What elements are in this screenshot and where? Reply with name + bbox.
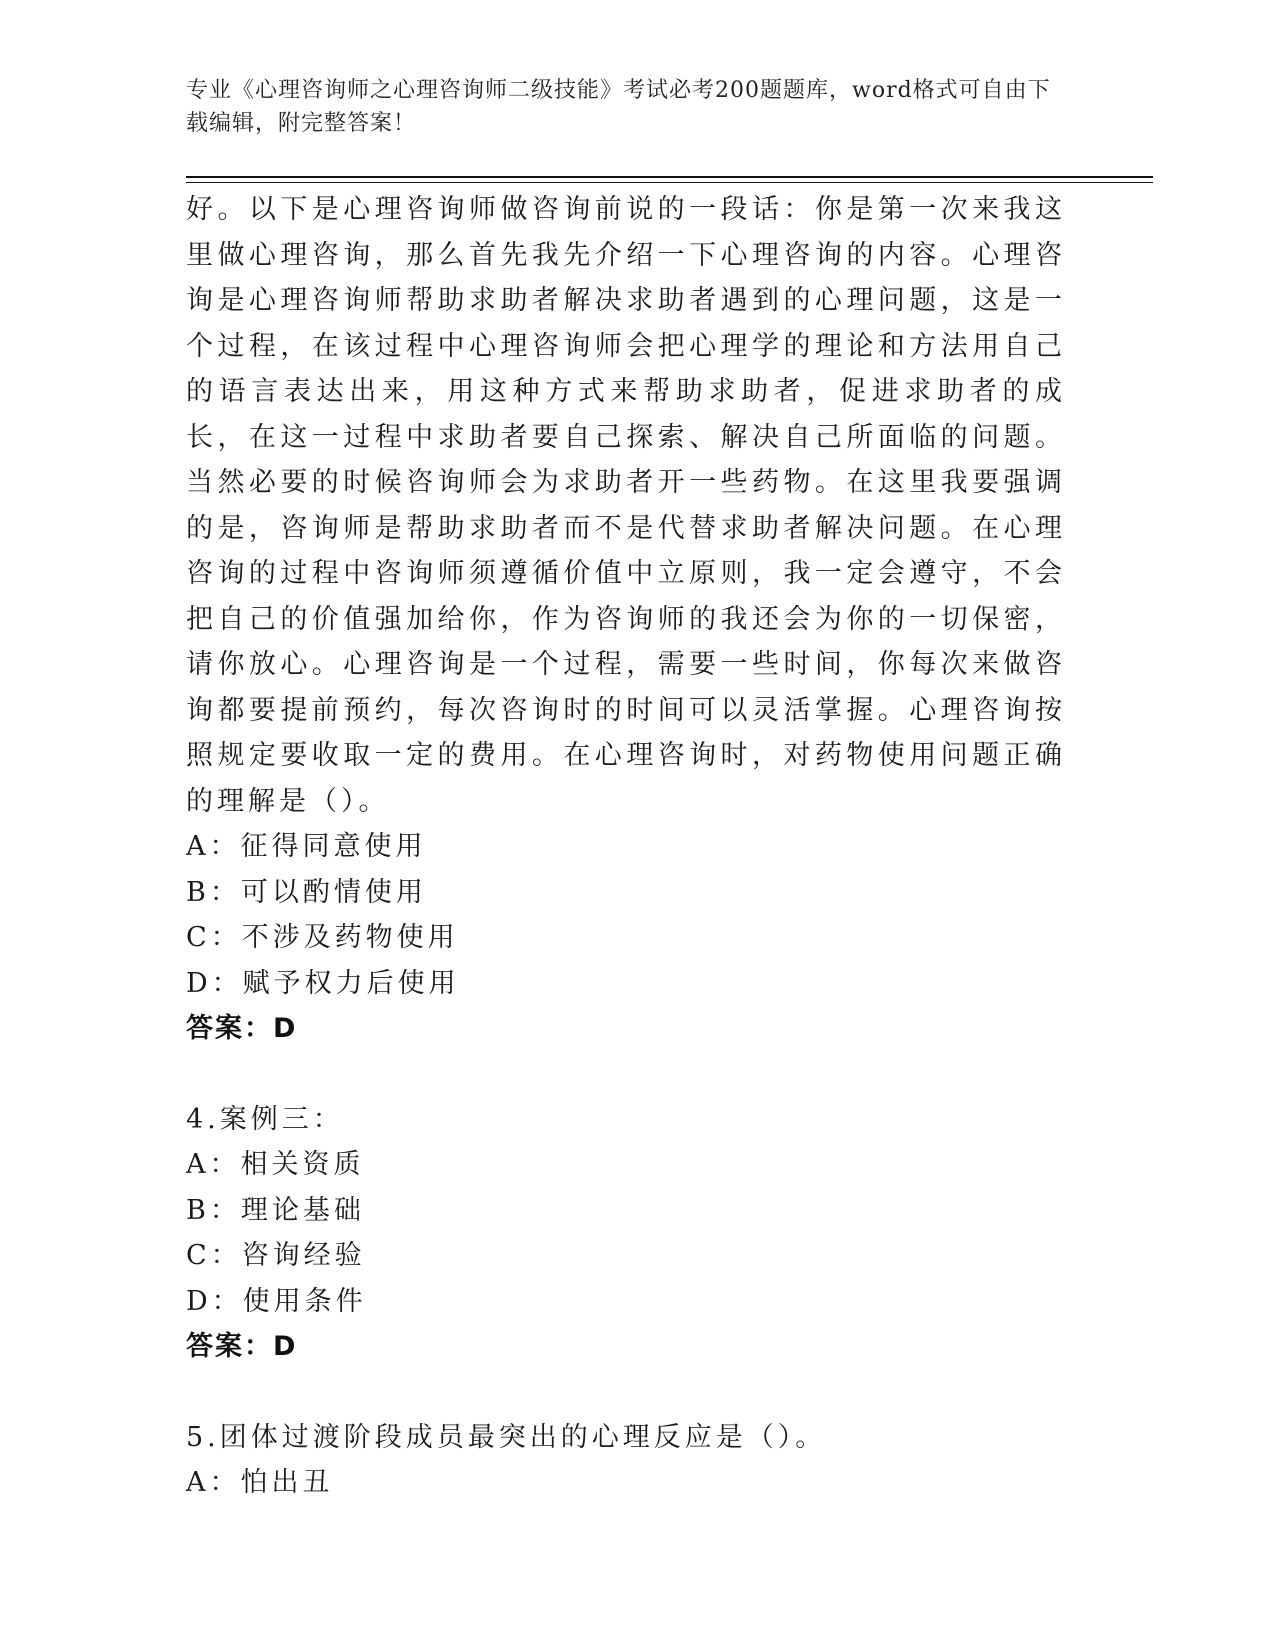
question-4-option-a: A：相关资质 (186, 1149, 365, 1180)
header-text: 专业《心理咨询师之心理咨询师二级技能》考试必考200题题库，word格式可自由下载编辑，附完整答案！ (186, 78, 1051, 136)
question-4-option-d: D：使用条件 (186, 1285, 367, 1317)
document-header (186, 74, 1066, 140)
question-5-option-a: A：怕出丑 (186, 1467, 334, 1498)
question-3-option-b: B：可以酌情使用 (186, 876, 427, 908)
header-rule-thin (186, 182, 1153, 183)
question-4-answer: 答案：D (186, 1331, 298, 1362)
question-5-title: 5.团体过渡阶段成员最突出的心理反应是（）。 (186, 1421, 827, 1453)
question-3-option-c: C：不涉及药物使用 (186, 922, 459, 953)
question-4 (186, 1097, 1066, 1370)
question-3-option-d: D：赋予权力后使用 (186, 967, 460, 999)
question-4-option-c: C：咨询经验 (186, 1240, 366, 1271)
question-4-option-b: B：理论基础 (186, 1194, 365, 1226)
question-3-answer: 答案：D (186, 1013, 298, 1044)
question-5 (186, 1415, 1066, 1506)
question-3 (186, 187, 1066, 1052)
question-3-option-a: A：征得同意使用 (186, 831, 427, 862)
question-4-title: 4.案例三： (186, 1103, 344, 1135)
section-gap (186, 1370, 1066, 1415)
header-rule-thick (186, 176, 1153, 178)
section-gap (186, 1052, 1066, 1097)
document-body (186, 187, 1066, 1506)
question-3-body: 好。以下是心理咨询师做咨询前说的一段话：你是第一次来我这里做心理咨询，那么首先我先介绍一下心理咨询的内容。心理咨询是心理咨询师帮助求助者解决求助者遇到的心理问题，这是一个过程，在该过程中心理咨询师会把心理学的理论和方法用自己的语言表达出来，用这种方式来帮助求助者，促进求助者的成长，在这一过程中求助者要自己探索、解决自己所面临的问题。当然必要的时候咨询师会为求助者开一些药物。在这里我要强调的是，咨询师是帮助求助者而不是代替求助者解决问题。在心理咨询的过程中咨询师须遵循价值中立原则，我一定会遵守，不会把自己的价值强加给你，作为咨询师的我还会为你的一切保密，请你放心。心理咨询是一个过程，需要一些时间，你每次来做咨询都要提前预约，每次咨询时的时间可以灵活掌握。心理咨询按照规定要收取一定的费用。在心理咨询时，对药物使用问题正确的理解是（）。 (186, 194, 1066, 817)
